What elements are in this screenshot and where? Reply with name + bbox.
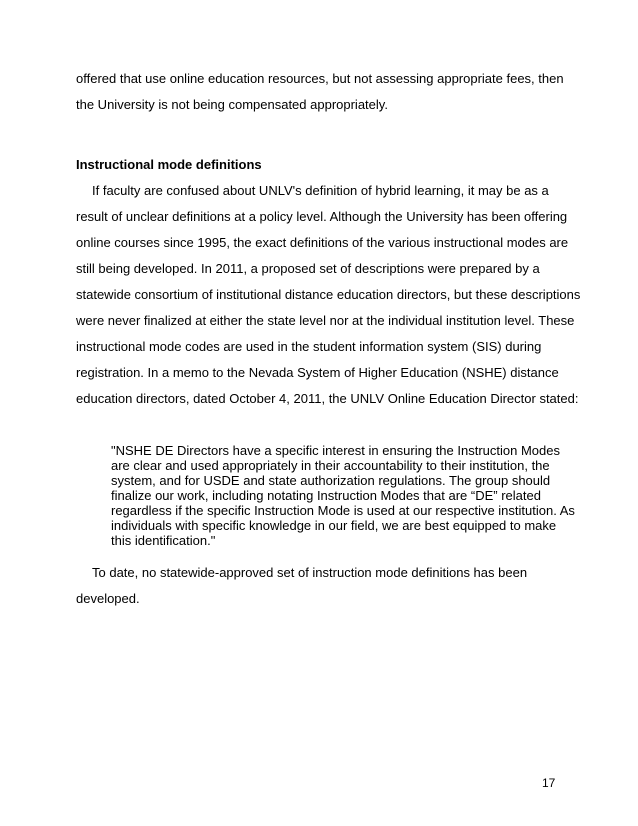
text-line: instructional mode codes are used in the student information system (SIS) during — [76, 339, 542, 354]
text-line: statewide consortium of institutional distance education directors, but these descriptions — [76, 287, 581, 302]
text-line: online courses since 1995, the exact definitions of the various instructional modes are — [76, 235, 569, 250]
block-quote — [111, 443, 575, 548]
quote-line: regardless if the specific Instruction Mode is used at our respective institution. As — [111, 503, 575, 518]
quote-line: finalize our work, including notating Instruction Modes that are “DE” related — [111, 488, 541, 503]
text-line: offered that use online education resources, but not assessing appropriate fees, then — [76, 71, 564, 86]
text-line: To date, no statewide-approved set of instruction mode definitions has been — [92, 565, 528, 580]
text-line: still being developed. In 2011, a proposed set of descriptions were prepared by a — [76, 261, 540, 276]
text-line: If faculty are confused about UNLV's definition of hybrid learning, it may be as a — [92, 183, 549, 198]
text-line: were never finalized at either the state level nor at the individual institution level. These — [76, 313, 575, 328]
quote-line: this identification." — [111, 533, 216, 548]
text-line: the University is not being compensated appropriately. — [76, 97, 388, 112]
continuation-paragraph — [76, 66, 576, 118]
quote-line: system, and for USDE and state authorization regulations. The group should — [111, 473, 551, 488]
text-line: registration. In a memo to the Nevada System of Higher Education (NSHE) distance — [76, 365, 559, 380]
paragraph-conclusion — [76, 560, 576, 612]
paragraph-instructional-modes — [76, 178, 581, 412]
quote-line: are clear and used appropriately in their accountability to their institution, the — [111, 458, 550, 473]
text-line: result of unclear definitions at a policy level. Although the University has been offering — [76, 209, 568, 224]
quote-line: "NSHE DE Directors have a specific interest in ensuring the Instruction Modes — [111, 443, 560, 458]
section-heading: Instructional mode definitions — [76, 157, 262, 172]
quote-line: individuals with specific knowledge in our field, we are best equipped to make — [111, 518, 557, 533]
text-line: developed. — [76, 591, 140, 606]
text-line: education directors, dated October 4, 2011, the UNLV Online Education Director stated: — [76, 391, 579, 406]
page-number: 17 — [542, 776, 556, 790]
